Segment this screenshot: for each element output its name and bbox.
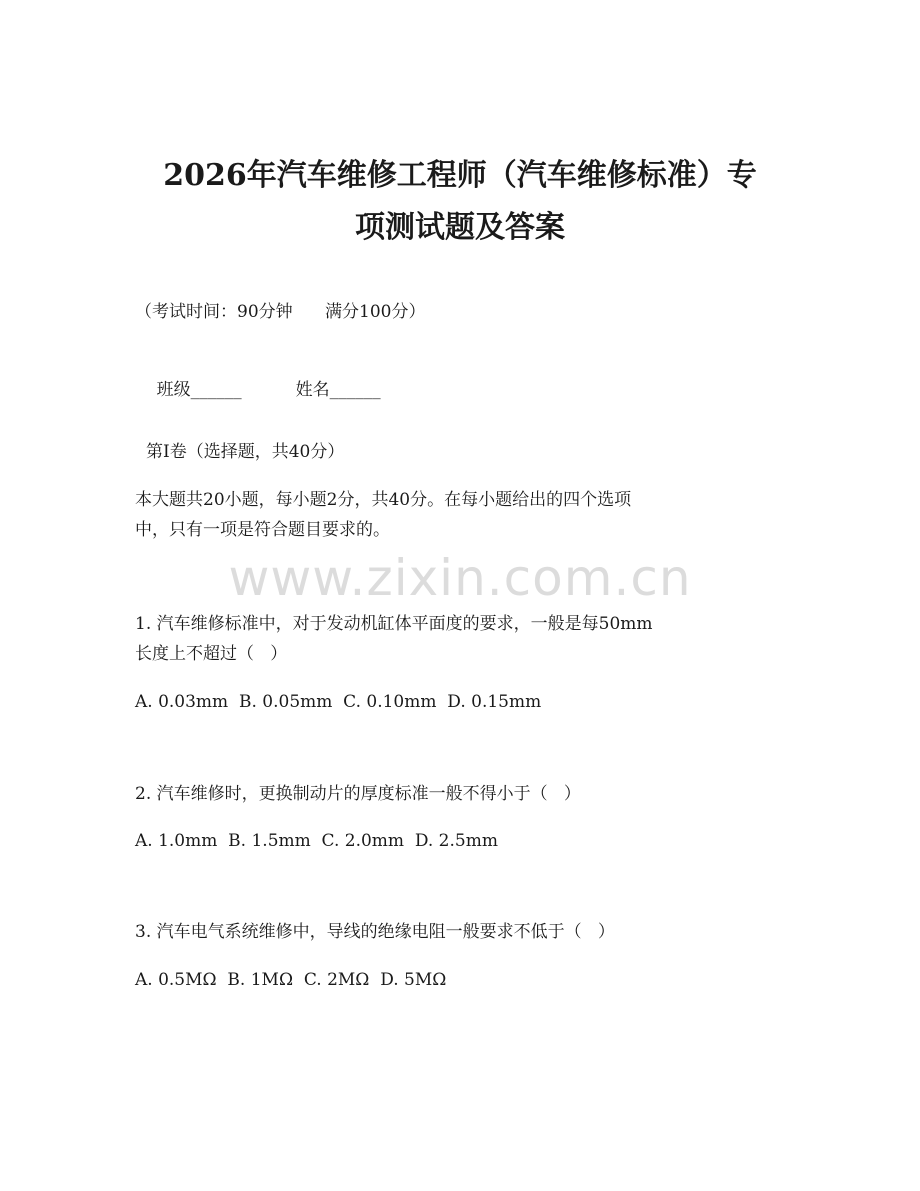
question-text-line-1: 1. 汽车维修标准中，对于发动机缸体平面度的要求，一般是每50mm: [135, 614, 653, 634]
name-field: 姓名______: [295, 380, 381, 400]
student-info-row: [135, 348, 381, 432]
question-text-line-1: 3. 汽车电气系统维修中，导线的绝缘电阻一般要求不低于（ ）: [135, 922, 615, 942]
exam-info: （考试时间：90分钟 满分100分）: [135, 302, 426, 322]
question-options: A. 0.03mm B. 0.05mm C. 0.10mm D. 0.15mm: [135, 692, 542, 712]
document-title-line-1: 2026年汽车维修工程师（汽车维修标准）专: [163, 158, 757, 193]
question-options: A. 1.0mm B. 1.5mm C. 2.0mm D. 2.5mm: [135, 831, 498, 851]
question-text-line-2: 长度上不超过（ ）: [135, 644, 288, 664]
instructions-line-1: 本大题共20小题，每小题2分，共40分。在每小题给出的四个选项: [135, 490, 632, 510]
instructions-line-2: 中，只有一项是符合题目要求的。: [135, 520, 390, 540]
section-heading: 第I卷（选择题，共40分）: [146, 442, 345, 462]
question-options: A. 0.5MΩ B. 1MΩ C. 2MΩ D. 5MΩ: [135, 970, 447, 990]
watermark: www.zixin.com.cn: [228, 549, 692, 607]
question-text-line-1: 2. 汽车维修时，更换制动片的厚度标准一般不得小于（ ）: [135, 784, 581, 804]
class-field: 班级______: [156, 380, 242, 400]
document-title-line-2: 项测试题及答案: [355, 210, 565, 245]
